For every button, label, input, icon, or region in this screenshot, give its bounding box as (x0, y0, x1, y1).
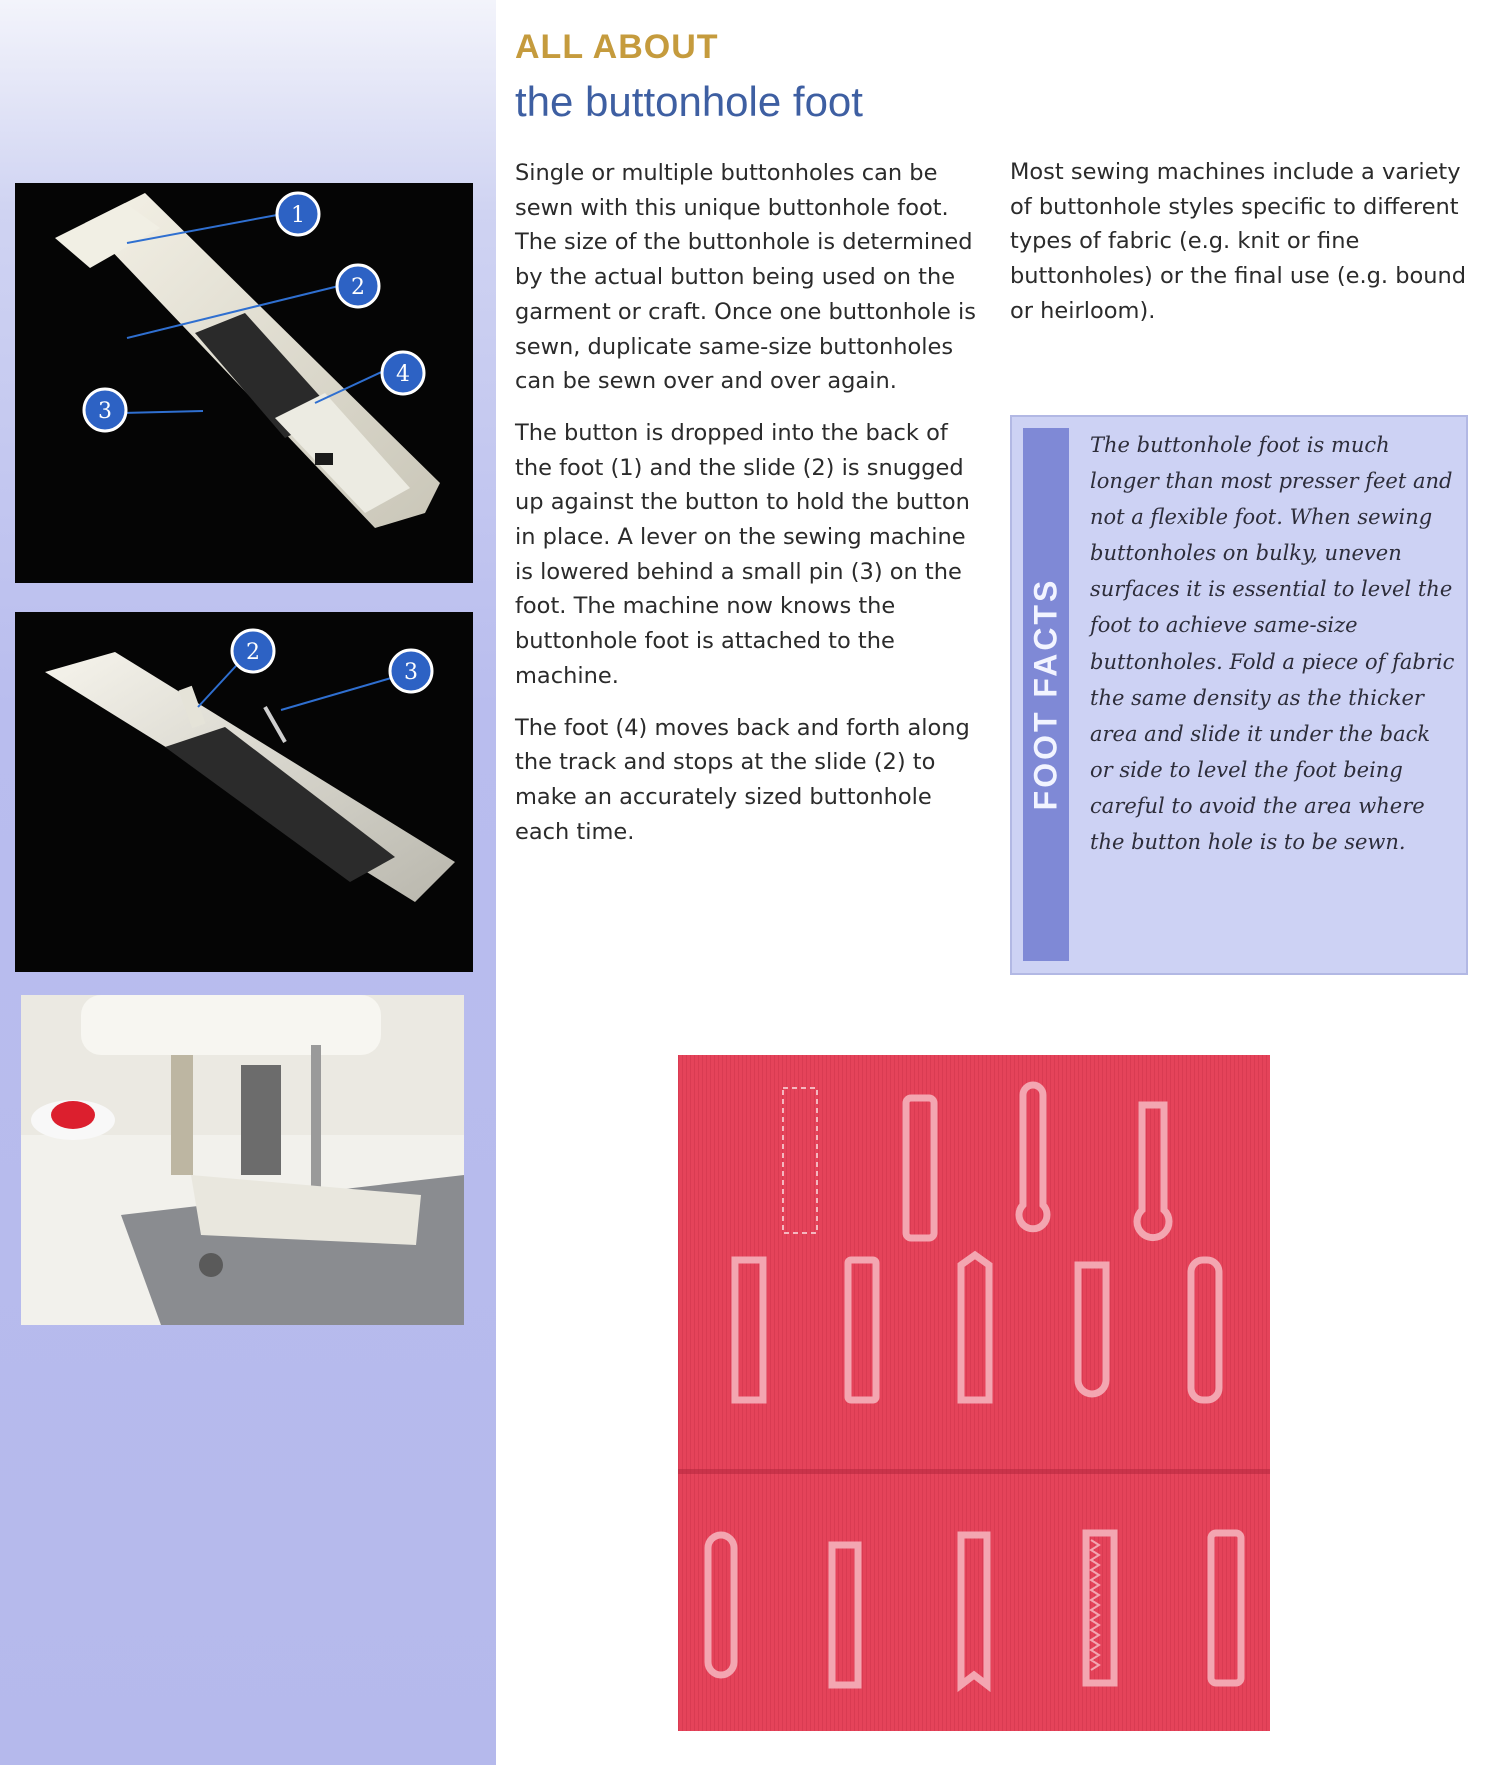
callout-number: 1 (291, 203, 305, 228)
paragraph: The button is dropped into the back of the foot (1) and the slide (2) is snugged up against the button to hold the button in place. A lever on the sewing machine is lowered behind a small pin (3) on the foot. The machine now knows the buttonhole foot is attached to the machine. (515, 419, 970, 689)
callout-number: 2 (246, 640, 260, 665)
callout-badge-2 (232, 630, 274, 672)
photo-buttonhole-foot-side (15, 612, 473, 972)
page-title: the buttonhole foot (515, 78, 863, 125)
paragraph: Single or multiple buttonholes can be sewn with this unique buttonhole foot. The size of the buttonhole is determined by the actual button being used on the garment or craft. Once one buttonhole is sewn, duplicate same-size buttonholes can be sewn over and over again. (515, 160, 976, 395)
callout-badge-3 (84, 389, 126, 431)
callout-number: 3 (98, 399, 112, 424)
foot-facts-label: FOOT FACTS (1027, 577, 1064, 811)
callout-badge-1 (277, 193, 319, 235)
callout-badge-3 (390, 650, 432, 692)
callout-number: 3 (404, 660, 418, 685)
callout-badge-2 (337, 265, 379, 307)
left-photo-sidebar (0, 0, 496, 1765)
paragraph: The foot (4) moves back and forth along the track and stops at the slide (2) to make an accurately sized buttonhole each time. (515, 714, 970, 845)
callout-number: 4 (396, 362, 410, 387)
photo-foot-on-machine (21, 995, 464, 1325)
buttonhole-foot-side-illustration (15, 612, 473, 972)
buttonhole-foot-illustration (15, 183, 473, 583)
callout-number: 2 (351, 275, 365, 300)
callout-badge-4 (382, 352, 424, 394)
paragraph: Most sewing machines include a variety of buttonhole styles specific to different types of fabric (e.g. knit or fine buttonholes) or the final use (e.g. bound or heirloom). (1010, 159, 1467, 324)
buttonhole-sample-fabric (678, 1055, 1270, 1731)
foot-facts-text: The buttonhole foot is much longer than most presser feet and not a flexible foot. When sewing buttonholes on bulky, uneven surfaces it is essential to level the foot to achieve same-size buttonholes. Fold a piece of fabric the same density as the thicker area and slide it under the back or side to level the foot being careful to avoid the area where the button hole is to be sewn. (1090, 433, 1455, 855)
photo-buttonhole-foot-top (15, 183, 473, 583)
sewing-machine-illustration (21, 995, 464, 1325)
body-column-left (515, 156, 977, 866)
photo-buttonhole-samples (678, 1055, 1270, 1731)
heading-kicker: ALL ABOUT (515, 28, 719, 66)
body-column-right (1010, 155, 1470, 346)
